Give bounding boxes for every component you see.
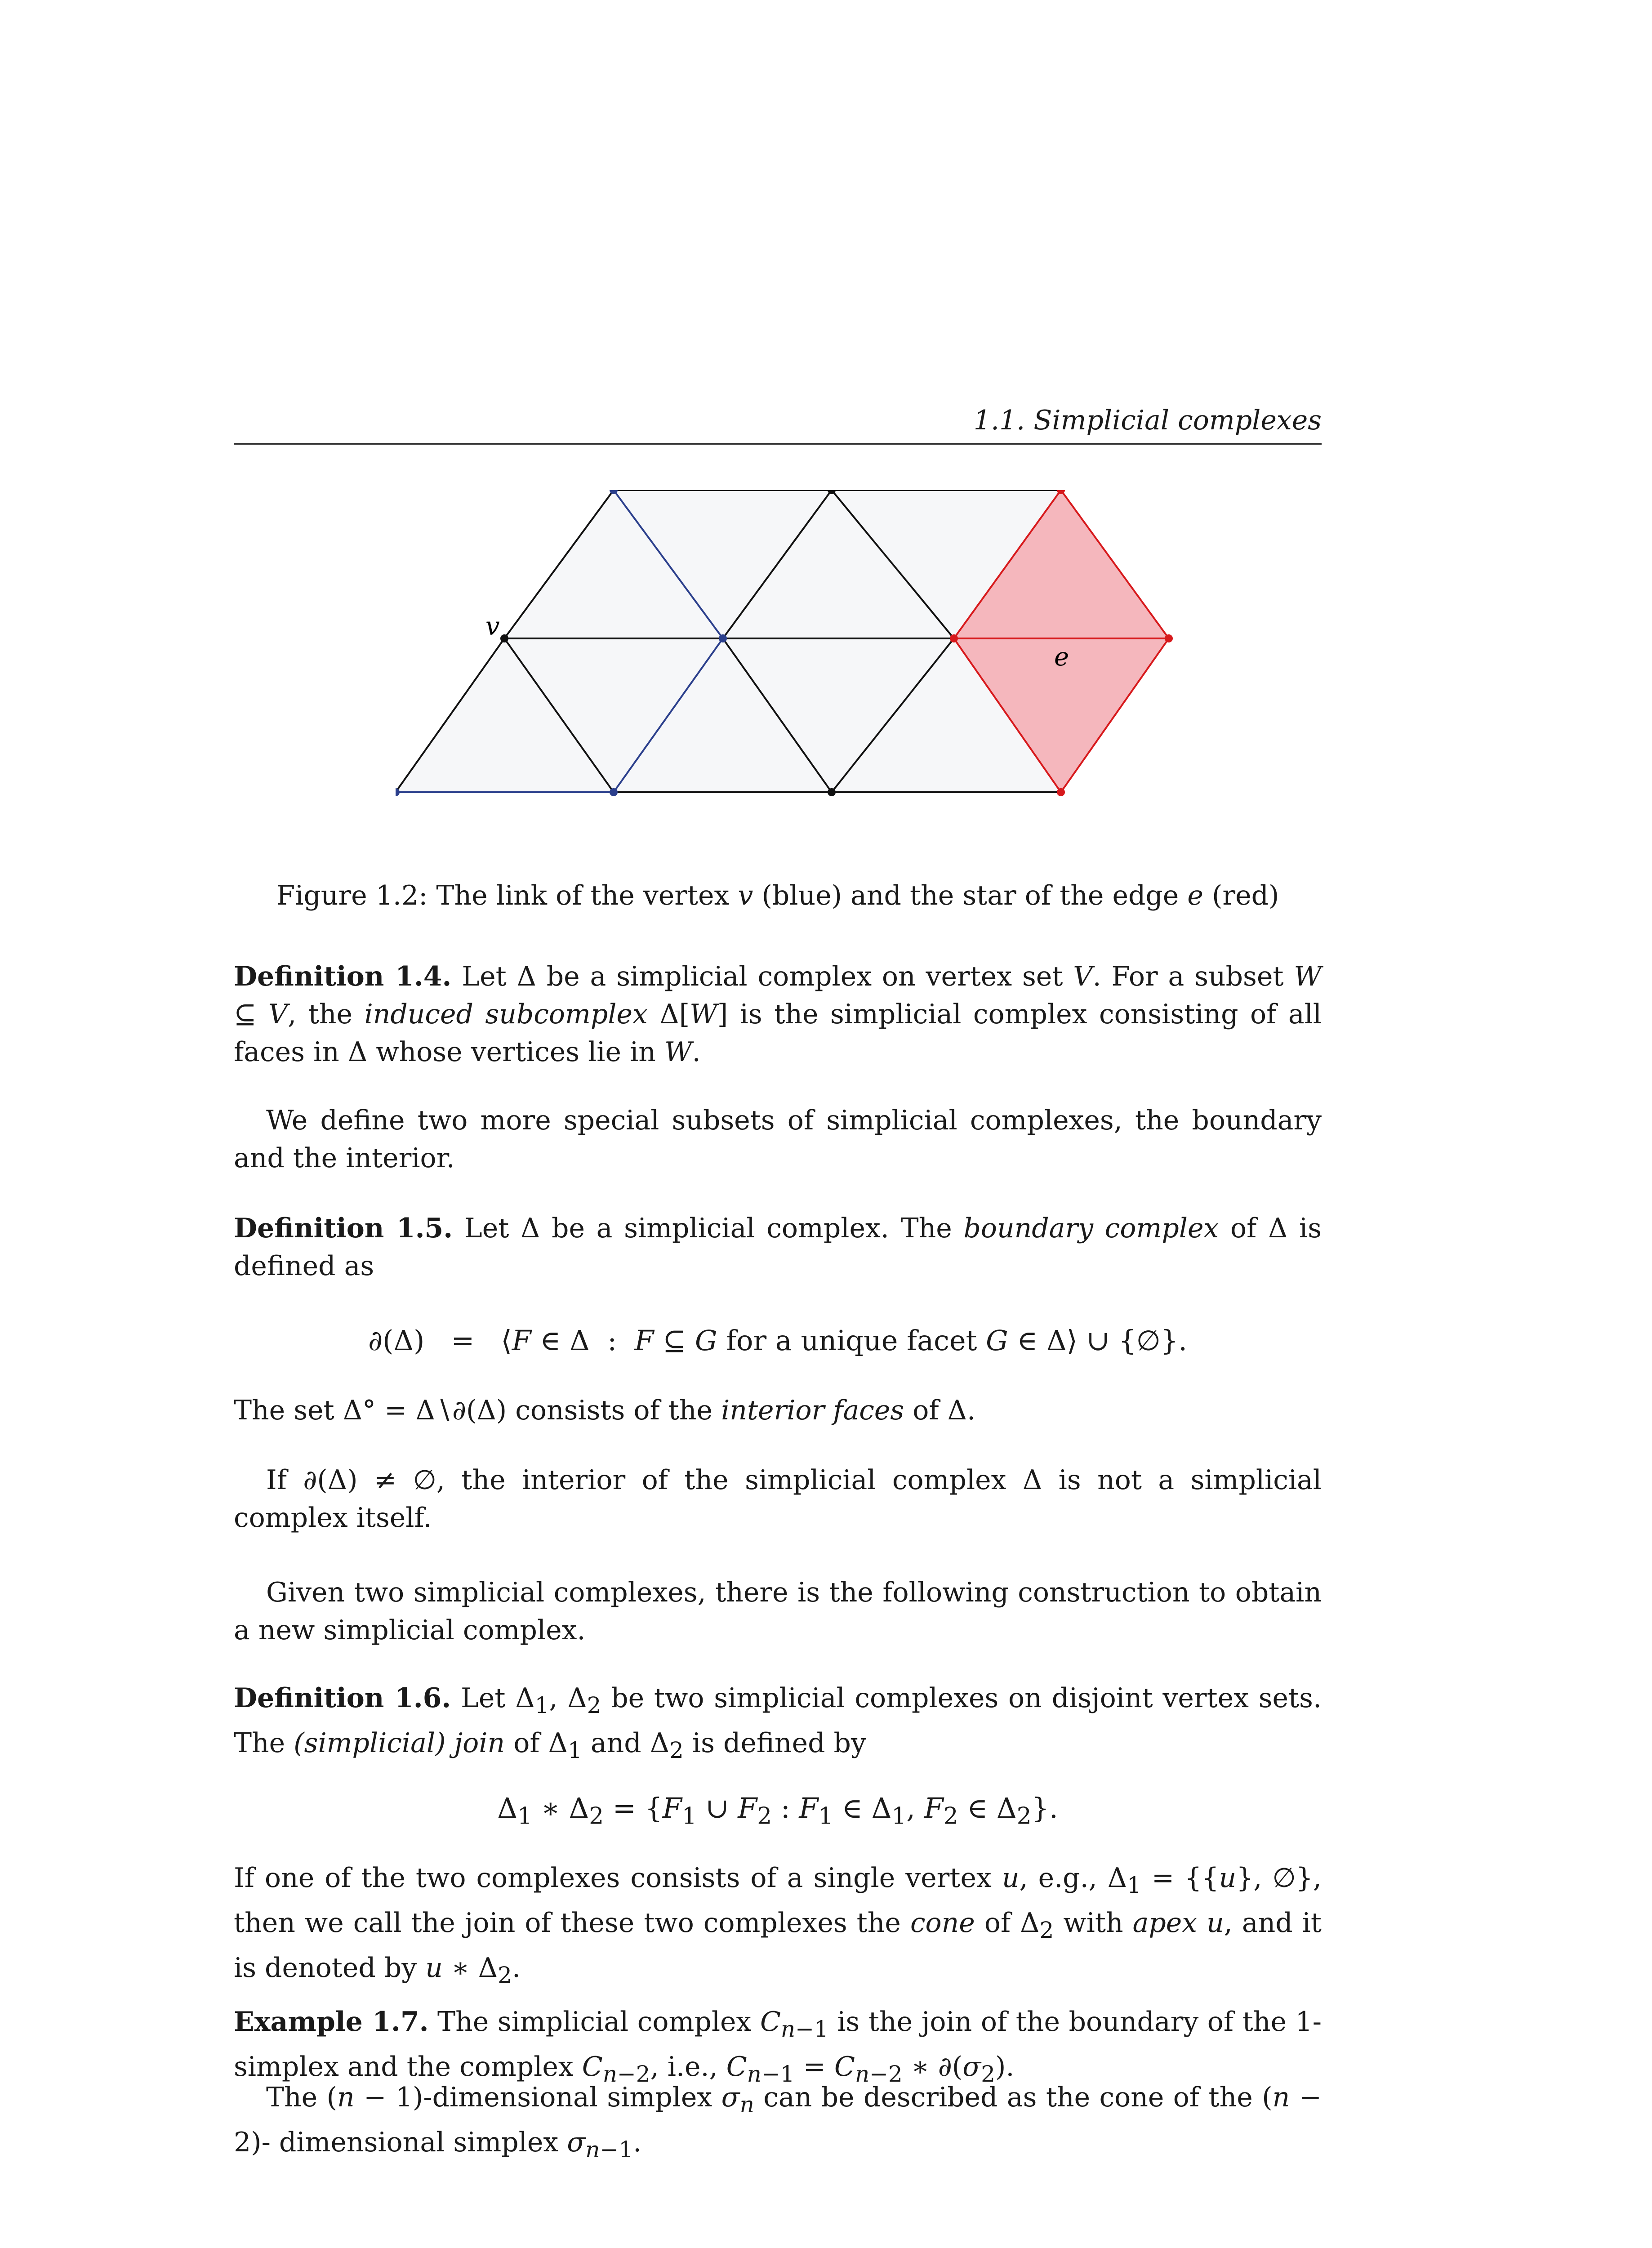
vertex-v [500,634,508,642]
definition-1-4: Definition 1.4. Let Δ be a simplicial complex on vertex set V. For a subset W ⊆ V, the induced subcomplex Δ[W] is the simplicial complex consisting of all faces in Δ whose vertices lie in W. [234,961,1322,1068]
vertex [719,634,727,642]
definition-label: Definition 1.4. [234,961,452,992]
example-1-7: Example 1.7. The simplicial complex $C_{n-1}$ is the join of the boundary of the 1-simplex and the complex $C_{n-2}$, i.e., $C_{n-1} = C_{n-2}$ ∗ $\partial(\sigma_2)$. [234,2006,1322,2087]
cone-definition: If one of the two complexes consists of a single vertex u, e.g., $\Delta_1 = \{\{u\}$, ∅}, then we call the join of these two complexes the cone of $\Delta_2$ with apex u, and it is denoted by u ∗ $\Delta_2$. [234,1862,1322,1988]
example-label: Example 1.7. [234,2006,429,2038]
paragraph-interior-note: If ∂(Δ) ≠ ∅, the interior of the simplicial complex Δ is not a simplicial complex itself. [234,1464,1322,1534]
boundary-formula: ∂(Δ) = ⟨F ∈ Δ : F ⊆ G for a unique facet G ∈ Δ⟩ ∪ {∅}. [368,1324,1187,1357]
definition-label: Definition 1.6. [234,1682,451,1714]
figure-faces [396,490,1169,792]
definition-label: Definition 1.5. [234,1213,453,1244]
running-head: 1.1. Simplicial complexes [973,405,1322,436]
paragraph-join-intro: Given two simplicial complexes, there is the following construction to obtain a new simplicial complex. [234,1577,1322,1646]
definition-1-6: Definition 1.6. Let $\Delta_1$, $\Delta_2$ be two simplicial complexes on disjoint vertex sets. The (simplicial) join of $\Delta_1$ and $\Delta_2$ is defined by [234,1682,1322,1763]
vertex [828,788,836,796]
triangulation-diagram [396,490,1214,814]
figure-simplicial-complex [396,490,1214,814]
vertex [1165,634,1173,642]
header-rule [234,443,1322,445]
definition-1-5: Definition 1.5. Let Δ be a simplicial complex. The boundary complex of Δ is defined as [234,1213,1322,1282]
join-formula: $\Delta_1$ ∗ $\Delta_2 = \{F_1$ ∪ $F_2$ : $F_1$ ∈ $\Delta_1$, $F_2$ ∈ $\Delta_2$}. [497,1792,1058,1830]
edge-e-label: e [1054,642,1069,672]
vertex [1057,788,1065,796]
interior-faces-sentence: The set Δ° = Δ∖∂(Δ) consists of the interior faces of Δ. [234,1395,976,1426]
paragraph-boundary-interior: We define two more special subsets of simplicial complexes, the boundary and the interior. [234,1105,1322,1174]
vertex [610,788,618,796]
vertex [950,634,958,642]
figure-caption: Figure 1.2: The link of the vertex v (blue) and the star of the edge e (red) [276,880,1279,911]
example-1-7-simplex-cone: The (n − 1)-dimensional simplex $\sigma_n$ can be described as the cone of the (n − 2)- dimensional simplex $\sigma_{n-1}$. [234,2082,1322,2163]
vertex-v-label: v [485,612,500,641]
